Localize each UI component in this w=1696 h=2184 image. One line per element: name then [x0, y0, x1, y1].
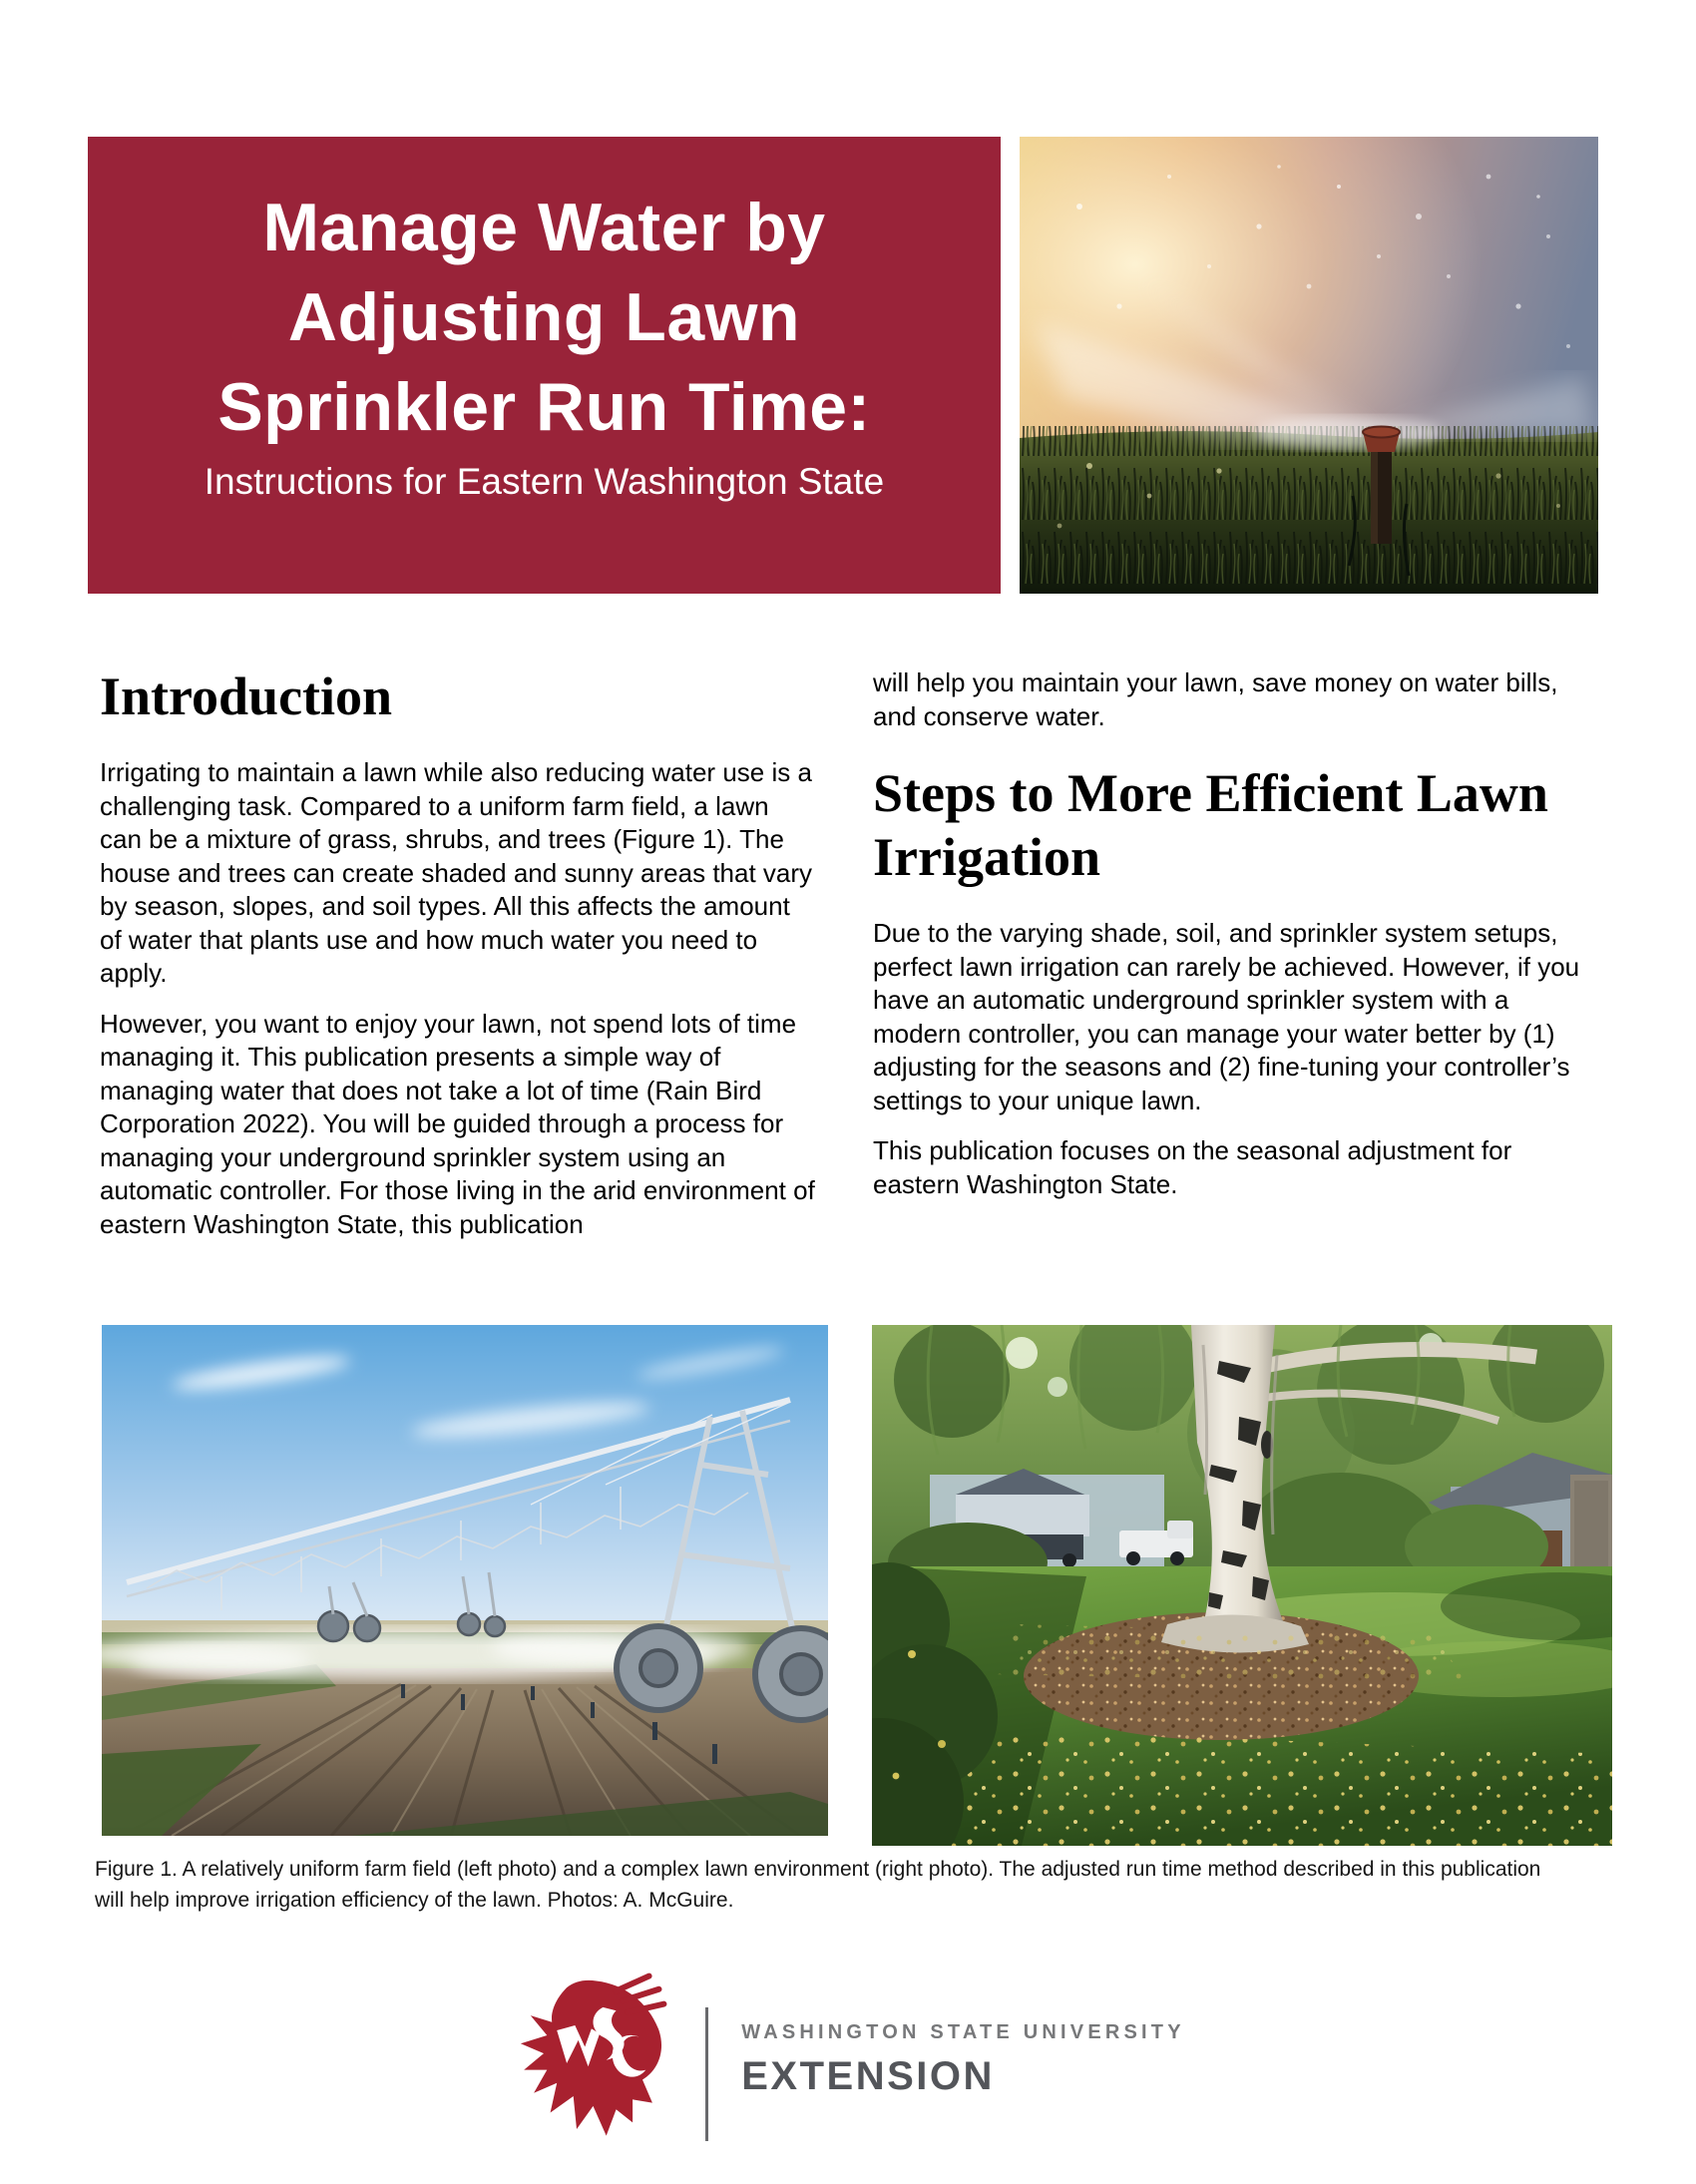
page-subtitle: Instructions for Eastern Washington State	[204, 461, 885, 502]
steps-paragraph-2: This publication focuses on the seasonal adjustment for eastern Washington State.	[873, 1135, 1512, 1199]
steps-heading: Steps to More Efficient Lawn Irrigation	[873, 763, 1548, 887]
logo-divider	[705, 2007, 708, 2141]
university-name: WASHINGTON STATE UNIVERSITY	[741, 2021, 1185, 2043]
page-title-line-1: Manage Water by	[262, 190, 826, 265]
figure1-lawn-photo	[872, 1325, 1612, 1846]
page-title-line-2: Adjusting Lawn	[287, 279, 801, 355]
header-banner	[88, 137, 1001, 594]
introduction-paragraph-2: However, you want to enjoy your lawn, not spend lots of time managing it. This publication presents a simple way of managing water that does not take a lot of time (Rain Bird Corporation 2022). You will be guided through a process for managing your underground sprinkler system using an automatic controller. For those living in the arid environment of eastern Washington State, this publication	[100, 1008, 815, 1239]
introduction-continuation-paragraph: will help you maintain your lawn, save money on water bills, and conserve water.	[873, 667, 1558, 731]
figure1-farm-field-photo	[102, 1325, 828, 1836]
wsu-extension-logo	[0, 1967, 1696, 2159]
wsu-cougar-logo-icon	[511, 1967, 675, 2159]
steps-section	[873, 666, 1603, 1218]
introduction-paragraph-1: Irrigating to maintain a lawn while also reducing water use is a challenging task. Compared to a uniform farm field, a lawn can be a mixture of grass, shrubs, and trees (Figure 1). The house and trees can create shaded and sunny areas that vary by season, slopes, and soil types. All this affects the amount of water that plants use and how much water you need to apply.	[100, 757, 813, 988]
steps-paragraph-1: Due to the varying shade, soil, and sprinkler system setups, perfect lawn irrigation can rarely be achieved. However, if you have an automatic underground sprinkler system with a modern controller, you can manage your water better by (1) adjusting for the seasons and (2) fine-tuning your controller’s settings to your unique lawn.	[873, 918, 1580, 1115]
page-title-line-3: Sprinkler Run Time:	[217, 369, 871, 445]
wsu-wordmark	[741, 2021, 1185, 2099]
introduction-section	[100, 666, 816, 1258]
extension-label: EXTENSION	[741, 2054, 995, 2098]
sprinkler-photo	[1020, 137, 1598, 594]
introduction-heading: Introduction	[100, 666, 393, 726]
figure1-caption: Figure 1. A relatively uniform farm field (left photo) and a complex lawn environment (right photo). The adjusted run time method described in this publication will help improve irrigation efficiency of the lawn. Photos: A. McGuire.	[95, 1858, 1541, 1912]
